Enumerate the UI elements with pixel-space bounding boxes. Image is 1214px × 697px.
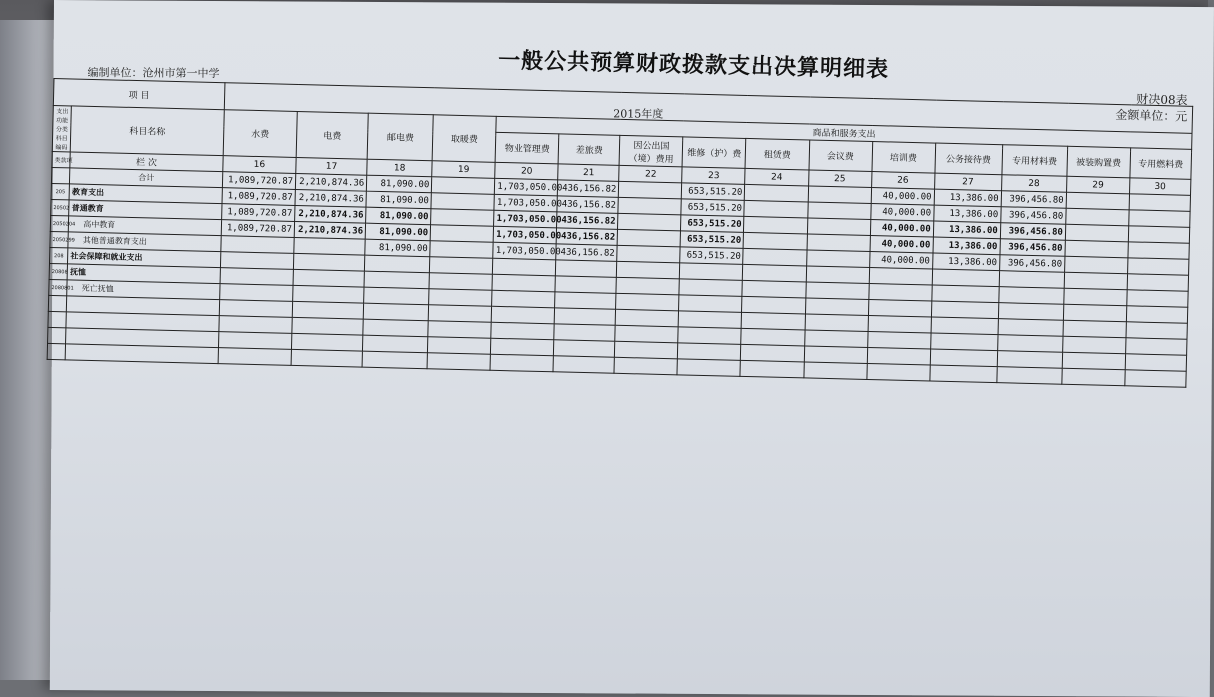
row-code — [47, 343, 66, 359]
col-header-7: 维修（护）费 — [682, 137, 746, 169]
col-number-1: 17 — [296, 157, 368, 175]
row-value: 13,386.00 — [933, 221, 1000, 239]
row-value — [554, 340, 615, 357]
row-value — [1128, 226, 1190, 243]
col-header-1: 电费 — [296, 111, 368, 159]
row-value — [615, 341, 678, 359]
row-value — [429, 289, 492, 307]
row-value — [1064, 288, 1127, 306]
row-value — [868, 299, 931, 317]
col-number-12: 28 — [1001, 175, 1066, 193]
row-value — [867, 347, 930, 365]
row-value — [744, 216, 807, 234]
row-value — [997, 351, 1062, 369]
row-value — [218, 348, 292, 366]
row-value: 1,703,050.00 — [494, 210, 557, 228]
row-value — [294, 237, 366, 255]
row-value: 81,090.00 — [365, 223, 430, 241]
row-value — [219, 300, 293, 318]
row-value — [220, 268, 294, 286]
row-value — [677, 359, 740, 377]
row-value — [1127, 274, 1189, 291]
row-value — [427, 353, 490, 371]
col-number-7: 23 — [682, 167, 745, 185]
page-title: 一般公共预算财政拨款支出决算明细表 — [497, 48, 890, 83]
row-value: 40,000.00 — [870, 204, 933, 222]
col-number-13: 29 — [1066, 176, 1129, 194]
row-value: 1,703,050.00 — [493, 242, 556, 260]
row-value — [1064, 256, 1127, 274]
total-value-4: 1,703,050.00 — [495, 178, 558, 196]
row-name: 高中教育 — [69, 216, 222, 236]
col-number-9: 25 — [808, 170, 871, 188]
row-value: 13,386.00 — [932, 253, 999, 271]
row-value: 436,156.82 — [556, 228, 617, 245]
kind-label: 类款项 — [52, 151, 71, 167]
row-value — [616, 277, 679, 295]
currency-label: 金额单位：元 — [1115, 107, 1188, 124]
row-value — [363, 319, 428, 337]
row-value — [680, 263, 743, 281]
row-value: 396,456.80 — [1000, 223, 1065, 241]
row-value — [931, 285, 998, 303]
report-page — [50, 0, 1214, 697]
row-value — [554, 324, 615, 341]
col-number-0: 16 — [223, 156, 297, 174]
row-value — [617, 245, 680, 263]
row-name: 普通教育 — [69, 200, 222, 220]
total-value-0: 1,089,720.87 — [222, 172, 296, 190]
row-value — [218, 332, 292, 350]
row-value: 1,703,050.00 — [493, 226, 556, 244]
row-value — [997, 335, 1062, 353]
row-value — [868, 315, 931, 333]
row-name: 教育支出 — [69, 184, 222, 204]
row-value — [1065, 240, 1128, 258]
col-header-8: 租赁费 — [745, 138, 809, 170]
row-value: 653,515.20 — [681, 231, 744, 249]
col-header-5: 差旅费 — [558, 134, 620, 165]
unit-label: 编制单位：沧州市第一中学 — [87, 66, 220, 81]
row-value — [428, 337, 491, 355]
row-value — [999, 271, 1064, 289]
row-code: 205 — [51, 183, 70, 199]
row-code — [48, 295, 67, 311]
col-number-11: 27 — [934, 173, 1001, 191]
row-value: 1,703,050.00 — [494, 194, 557, 212]
row-value — [867, 331, 930, 349]
total-value-11: 13,386.00 — [934, 189, 1001, 207]
row-value — [806, 250, 869, 268]
col-header-14: 专用燃料费 — [1130, 148, 1192, 179]
row-value — [1126, 322, 1188, 339]
total-value-12: 396,456.80 — [1001, 191, 1066, 209]
row-value — [555, 308, 616, 325]
total-value-8 — [745, 184, 808, 202]
row-value — [428, 321, 491, 339]
fiscal-year: 2015年度 — [613, 107, 664, 121]
col-number-6: 22 — [619, 165, 682, 183]
row-code: 208 — [49, 247, 68, 263]
col-header-0: 水费 — [223, 110, 297, 158]
row-value — [1063, 304, 1126, 322]
row-value — [1065, 224, 1128, 242]
total-value-3 — [432, 177, 495, 195]
row-value: 81,090.00 — [365, 239, 430, 257]
row-value: 396,456.80 — [1000, 207, 1065, 225]
row-value — [998, 319, 1063, 337]
total-value-1: 2,210,874.36 — [295, 173, 367, 191]
row-value — [1127, 290, 1189, 307]
row-value: 396,456.80 — [1000, 239, 1065, 257]
row-value — [292, 301, 364, 319]
row-value: 1,089,720.87 — [221, 220, 295, 238]
row-name: 其他普通教育支出 — [68, 232, 221, 252]
row-value — [932, 269, 999, 287]
group-header: 商品和服务支出 — [496, 116, 1192, 149]
row-value — [998, 303, 1063, 321]
row-value: 653,515.20 — [681, 199, 744, 217]
col-header-4: 物业管理费 — [495, 132, 559, 164]
row-value — [804, 330, 867, 348]
col-header-11: 公务接待费 — [935, 143, 1003, 175]
row-value: 436,156.82 — [557, 196, 618, 213]
row-code: 2050204 — [50, 215, 69, 231]
total-value-7: 653,515.20 — [682, 183, 745, 201]
row-value — [293, 253, 365, 271]
row-value — [866, 363, 929, 381]
row-value — [1127, 258, 1189, 275]
row-value: 436,156.82 — [557, 212, 618, 229]
row-value — [618, 213, 681, 231]
row-value — [556, 260, 617, 277]
row-value — [930, 333, 997, 351]
row-value: 81,090.00 — [366, 191, 431, 209]
row-value: 40,000.00 — [869, 251, 932, 269]
row-value — [805, 298, 868, 316]
row-value — [492, 306, 555, 324]
row-value — [744, 200, 807, 218]
row-value — [1064, 272, 1127, 290]
row-value: 2,210,874.36 — [295, 205, 367, 223]
form-number: 财决08表 — [1135, 92, 1188, 108]
row-value — [742, 296, 805, 314]
row-value — [931, 301, 998, 319]
row-value — [291, 333, 363, 351]
col-header-6: 因公出国（境）费用 — [619, 135, 683, 167]
row-value — [805, 314, 868, 332]
col-header-10: 培训费 — [872, 142, 936, 174]
row-value — [1129, 210, 1191, 227]
row-value — [868, 283, 931, 301]
col-number-8: 24 — [745, 168, 808, 186]
row-value — [803, 362, 866, 380]
row-value — [614, 357, 677, 375]
row-value — [492, 274, 555, 292]
row-value — [220, 252, 294, 270]
row-value — [679, 295, 742, 313]
row-value — [1066, 208, 1129, 226]
col-number-3: 19 — [432, 161, 495, 179]
col-number-10: 26 — [871, 172, 934, 190]
row-value: 13,386.00 — [933, 205, 1000, 223]
row-value — [618, 197, 681, 215]
subject-name-header: 科目名称 — [71, 106, 225, 156]
row-value — [743, 264, 806, 282]
total-value-2: 81,090.00 — [367, 175, 432, 193]
row-value — [678, 327, 741, 345]
row-value — [293, 269, 365, 287]
row-value — [362, 351, 427, 369]
total-value-10: 40,000.00 — [871, 188, 934, 206]
row-value — [493, 258, 556, 276]
row-value — [219, 316, 293, 334]
total-code-cell — [51, 167, 70, 183]
row-value — [678, 343, 741, 361]
total-label: 合计 — [70, 168, 223, 188]
row-value — [219, 284, 293, 302]
row-value — [291, 349, 363, 367]
row-code: 2050299 — [50, 231, 69, 247]
row-code: 2080801 — [49, 279, 68, 295]
row-value — [1125, 354, 1187, 371]
row-code: 20808 — [49, 263, 68, 279]
row-value — [428, 305, 491, 323]
row-value: 1,089,720.87 — [221, 204, 295, 222]
row-value — [805, 282, 868, 300]
row-value — [807, 234, 870, 252]
row-value — [744, 232, 807, 250]
row-value — [807, 202, 870, 220]
total-value-14 — [1129, 194, 1191, 211]
row-value — [806, 266, 869, 284]
row-value — [1128, 242, 1190, 259]
row-name: 社会保障和就业支出 — [68, 248, 221, 268]
row-value — [490, 354, 553, 372]
row-name: 抚恤 — [67, 264, 220, 284]
row-value — [742, 280, 805, 298]
col-number-5: 21 — [558, 164, 619, 181]
row-value — [555, 292, 616, 309]
row-value — [616, 309, 679, 327]
row-code — [48, 327, 67, 343]
row-value — [1063, 320, 1126, 338]
row-value — [741, 328, 804, 346]
col-header-13: 被装购置费 — [1067, 146, 1131, 178]
row-name — [65, 344, 218, 364]
row-value — [491, 338, 554, 356]
ledger-table-wrap — [46, 78, 1193, 416]
col-header-9: 会议费 — [809, 140, 873, 172]
row-value — [617, 261, 680, 279]
row-value — [221, 236, 295, 254]
row-value: 40,000.00 — [870, 219, 933, 237]
row-value — [742, 312, 805, 330]
total-value-5: 436,156.82 — [558, 180, 619, 197]
row-value — [363, 335, 428, 353]
row-value — [617, 229, 680, 247]
row-value — [997, 367, 1062, 385]
row-value — [1062, 352, 1125, 370]
row-value — [740, 360, 803, 378]
row-value — [931, 317, 998, 335]
row-value: 436,156.82 — [556, 244, 617, 261]
row-value — [679, 311, 742, 329]
row-value — [553, 356, 614, 373]
row-value: 40,000.00 — [870, 235, 933, 253]
column-label: 栏 次 — [70, 152, 223, 172]
row-name: 死亡抚恤 — [67, 280, 220, 300]
row-value: 13,386.00 — [933, 237, 1000, 255]
row-value — [1062, 368, 1125, 386]
row-value — [430, 225, 493, 243]
row-value: 2,210,874.36 — [294, 221, 366, 239]
row-value — [430, 257, 493, 275]
row-value — [491, 322, 554, 340]
total-value-13 — [1066, 192, 1129, 210]
row-value — [615, 325, 678, 343]
col-header-2: 邮电费 — [367, 113, 433, 161]
row-value: 2,210,874.36 — [295, 189, 367, 207]
row-value — [364, 271, 429, 289]
row-value — [869, 267, 932, 285]
row-value — [431, 193, 494, 211]
subject-code-header: 支出功能分类科目编码 — [52, 106, 71, 152]
col-header-3: 取暖费 — [432, 115, 496, 163]
row-value — [679, 279, 742, 297]
row-value — [429, 273, 492, 291]
row-value — [555, 276, 616, 293]
row-value — [743, 248, 806, 266]
row-value — [1062, 336, 1125, 354]
ledger-table — [47, 78, 1194, 388]
row-value — [929, 365, 996, 383]
row-code: 20502 — [51, 199, 70, 215]
row-value: 653,515.20 — [681, 215, 744, 233]
row-code — [48, 311, 67, 327]
row-value — [430, 241, 493, 259]
row-value — [363, 303, 428, 321]
project-header: 项 目 — [53, 79, 224, 110]
row-value — [807, 218, 870, 236]
row-value — [364, 287, 429, 305]
row-value — [431, 209, 494, 227]
row-value — [930, 349, 997, 367]
row-value — [741, 344, 804, 362]
row-value: 81,090.00 — [366, 207, 431, 225]
row-value — [292, 317, 364, 335]
col-number-2: 18 — [367, 159, 432, 177]
col-header-12: 专用材料费 — [1002, 145, 1068, 177]
row-value — [999, 287, 1064, 305]
row-value: 396,456.80 — [999, 255, 1064, 273]
row-value — [365, 255, 430, 273]
row-value: 1,089,720.87 — [222, 188, 296, 206]
col-number-4: 20 — [495, 162, 558, 180]
row-value — [1125, 338, 1187, 355]
row-value — [293, 285, 365, 303]
total-value-9 — [808, 186, 871, 204]
row-value — [1125, 370, 1187, 387]
total-value-6 — [619, 181, 682, 199]
row-value — [804, 346, 867, 364]
row-value — [616, 293, 679, 311]
row-value — [492, 290, 555, 308]
row-value: 653,515.20 — [680, 247, 743, 265]
col-number-14: 30 — [1129, 178, 1191, 195]
row-value — [1126, 306, 1188, 323]
